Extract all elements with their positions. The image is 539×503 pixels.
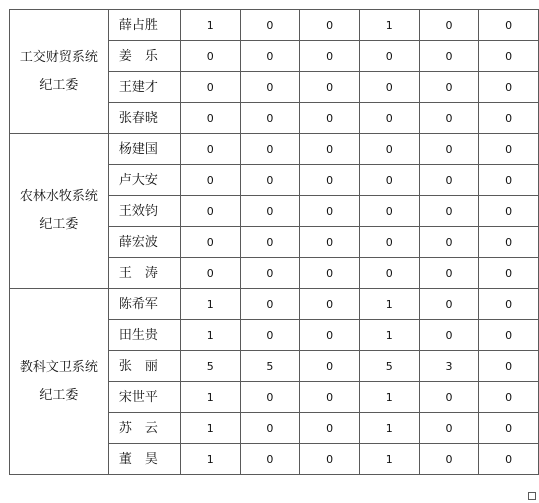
value-cell: 1 [359, 444, 419, 475]
value-cell: 0 [240, 413, 300, 444]
name-cell: 王 涛 [108, 258, 180, 289]
value-cell: 0 [359, 41, 419, 72]
value-cell: 0 [479, 72, 539, 103]
value-cell: 0 [300, 41, 360, 72]
value-cell: 0 [419, 413, 479, 444]
table-row [10, 10, 539, 41]
value-cell: 0 [359, 103, 419, 134]
name-cell: 薛宏波 [108, 227, 180, 258]
value-cell: 5 [180, 351, 240, 382]
data-table [9, 9, 539, 475]
value-cell: 0 [419, 103, 479, 134]
value-cell: 0 [300, 227, 360, 258]
value-cell: 0 [300, 165, 360, 196]
value-cell: 0 [240, 134, 300, 165]
value-cell: 0 [419, 444, 479, 475]
value-cell: 0 [180, 41, 240, 72]
value-cell: 0 [479, 413, 539, 444]
value-cell: 0 [180, 72, 240, 103]
value-cell: 0 [419, 227, 479, 258]
group-label-line1: 工交财贸系统 [19, 49, 98, 65]
value-cell: 0 [300, 382, 360, 413]
value-cell: 0 [180, 165, 240, 196]
value-cell: 0 [300, 444, 360, 475]
value-cell: 0 [419, 258, 479, 289]
value-cell: 0 [240, 103, 300, 134]
value-cell: 0 [180, 134, 240, 165]
value-cell: 0 [359, 165, 419, 196]
value-cell: 1 [180, 413, 240, 444]
value-cell: 0 [419, 10, 479, 41]
value-cell: 1 [180, 10, 240, 41]
value-cell: 1 [359, 413, 419, 444]
name-cell: 薛占胜 [108, 10, 180, 41]
value-cell: 1 [180, 320, 240, 351]
value-cell: 1 [359, 289, 419, 320]
value-cell: 0 [479, 382, 539, 413]
value-cell: 0 [240, 227, 300, 258]
value-cell: 0 [419, 289, 479, 320]
value-cell: 0 [479, 10, 539, 41]
name-cell: 杨建国 [108, 134, 180, 165]
value-cell: 0 [479, 103, 539, 134]
value-cell: 0 [419, 134, 479, 165]
value-cell: 0 [419, 72, 479, 103]
value-cell: 0 [300, 103, 360, 134]
value-cell: 0 [479, 134, 539, 165]
value-cell: 0 [479, 289, 539, 320]
value-cell: 0 [300, 196, 360, 227]
value-cell: 1 [359, 10, 419, 41]
name-cell: 田生贵 [108, 320, 180, 351]
value-cell: 0 [300, 258, 360, 289]
value-cell: 0 [240, 41, 300, 72]
value-cell: 0 [359, 227, 419, 258]
value-cell: 0 [240, 289, 300, 320]
name-cell: 董 昊 [108, 444, 180, 475]
value-cell: 0 [180, 227, 240, 258]
value-cell: 0 [479, 258, 539, 289]
value-cell: 0 [419, 165, 479, 196]
group-label-cell [10, 134, 109, 289]
group-label-cell [10, 289, 109, 475]
name-cell: 张春晓 [108, 103, 180, 134]
value-cell: 0 [359, 196, 419, 227]
group-label-line1: 教科文卫系统 [19, 359, 98, 375]
value-cell: 0 [240, 258, 300, 289]
value-cell: 0 [300, 351, 360, 382]
value-cell: 0 [240, 320, 300, 351]
value-cell: 0 [419, 382, 479, 413]
group-label-line1: 农林水牧系统 [19, 189, 98, 204]
value-cell: 0 [240, 72, 300, 103]
value-cell: 0 [300, 320, 360, 351]
value-cell: 0 [479, 196, 539, 227]
value-cell: 3 [419, 351, 479, 382]
value-cell: 0 [300, 134, 360, 165]
value-cell: 0 [300, 413, 360, 444]
value-cell: 1 [359, 320, 419, 351]
name-cell: 陈希军 [108, 289, 180, 320]
value-cell: 0 [359, 258, 419, 289]
value-cell: 0 [240, 165, 300, 196]
value-cell: 0 [180, 258, 240, 289]
value-cell: 0 [479, 227, 539, 258]
value-cell: 0 [180, 196, 240, 227]
value-cell: 0 [240, 196, 300, 227]
value-cell: 0 [479, 444, 539, 475]
value-cell: 0 [479, 41, 539, 72]
value-cell: 0 [359, 134, 419, 165]
name-cell: 宋世平 [108, 382, 180, 413]
value-cell: 0 [240, 444, 300, 475]
value-cell: 0 [300, 289, 360, 320]
table-row [10, 289, 539, 320]
name-cell: 苏 云 [108, 413, 180, 444]
value-cell: 0 [300, 72, 360, 103]
value-cell: 0 [359, 72, 419, 103]
value-cell: 5 [359, 351, 419, 382]
table-row [10, 134, 539, 165]
group-label-cell [10, 10, 109, 134]
group-label-line2: 纪工委 [39, 217, 79, 232]
value-cell: 0 [240, 382, 300, 413]
group-label-line2: 纪工委 [39, 77, 79, 93]
value-cell: 0 [300, 10, 360, 41]
value-cell: 1 [359, 382, 419, 413]
value-cell: 0 [419, 41, 479, 72]
value-cell: 1 [180, 382, 240, 413]
name-cell: 卢大安 [108, 165, 180, 196]
value-cell: 5 [240, 351, 300, 382]
value-cell: 0 [479, 351, 539, 382]
value-cell: 0 [479, 165, 539, 196]
name-cell: 姜 乐 [108, 41, 180, 72]
table-body [10, 10, 539, 475]
value-cell: 0 [419, 320, 479, 351]
value-cell: 0 [240, 10, 300, 41]
value-cell: 0 [479, 320, 539, 351]
name-cell: 王建才 [108, 72, 180, 103]
name-cell: 张 丽 [108, 351, 180, 382]
value-cell: 0 [419, 196, 479, 227]
name-cell: 王效钧 [108, 196, 180, 227]
table-resize-handle[interactable] [528, 492, 536, 500]
group-label-line2: 纪工委 [39, 387, 79, 403]
value-cell: 1 [180, 289, 240, 320]
value-cell: 0 [180, 103, 240, 134]
value-cell: 1 [180, 444, 240, 475]
